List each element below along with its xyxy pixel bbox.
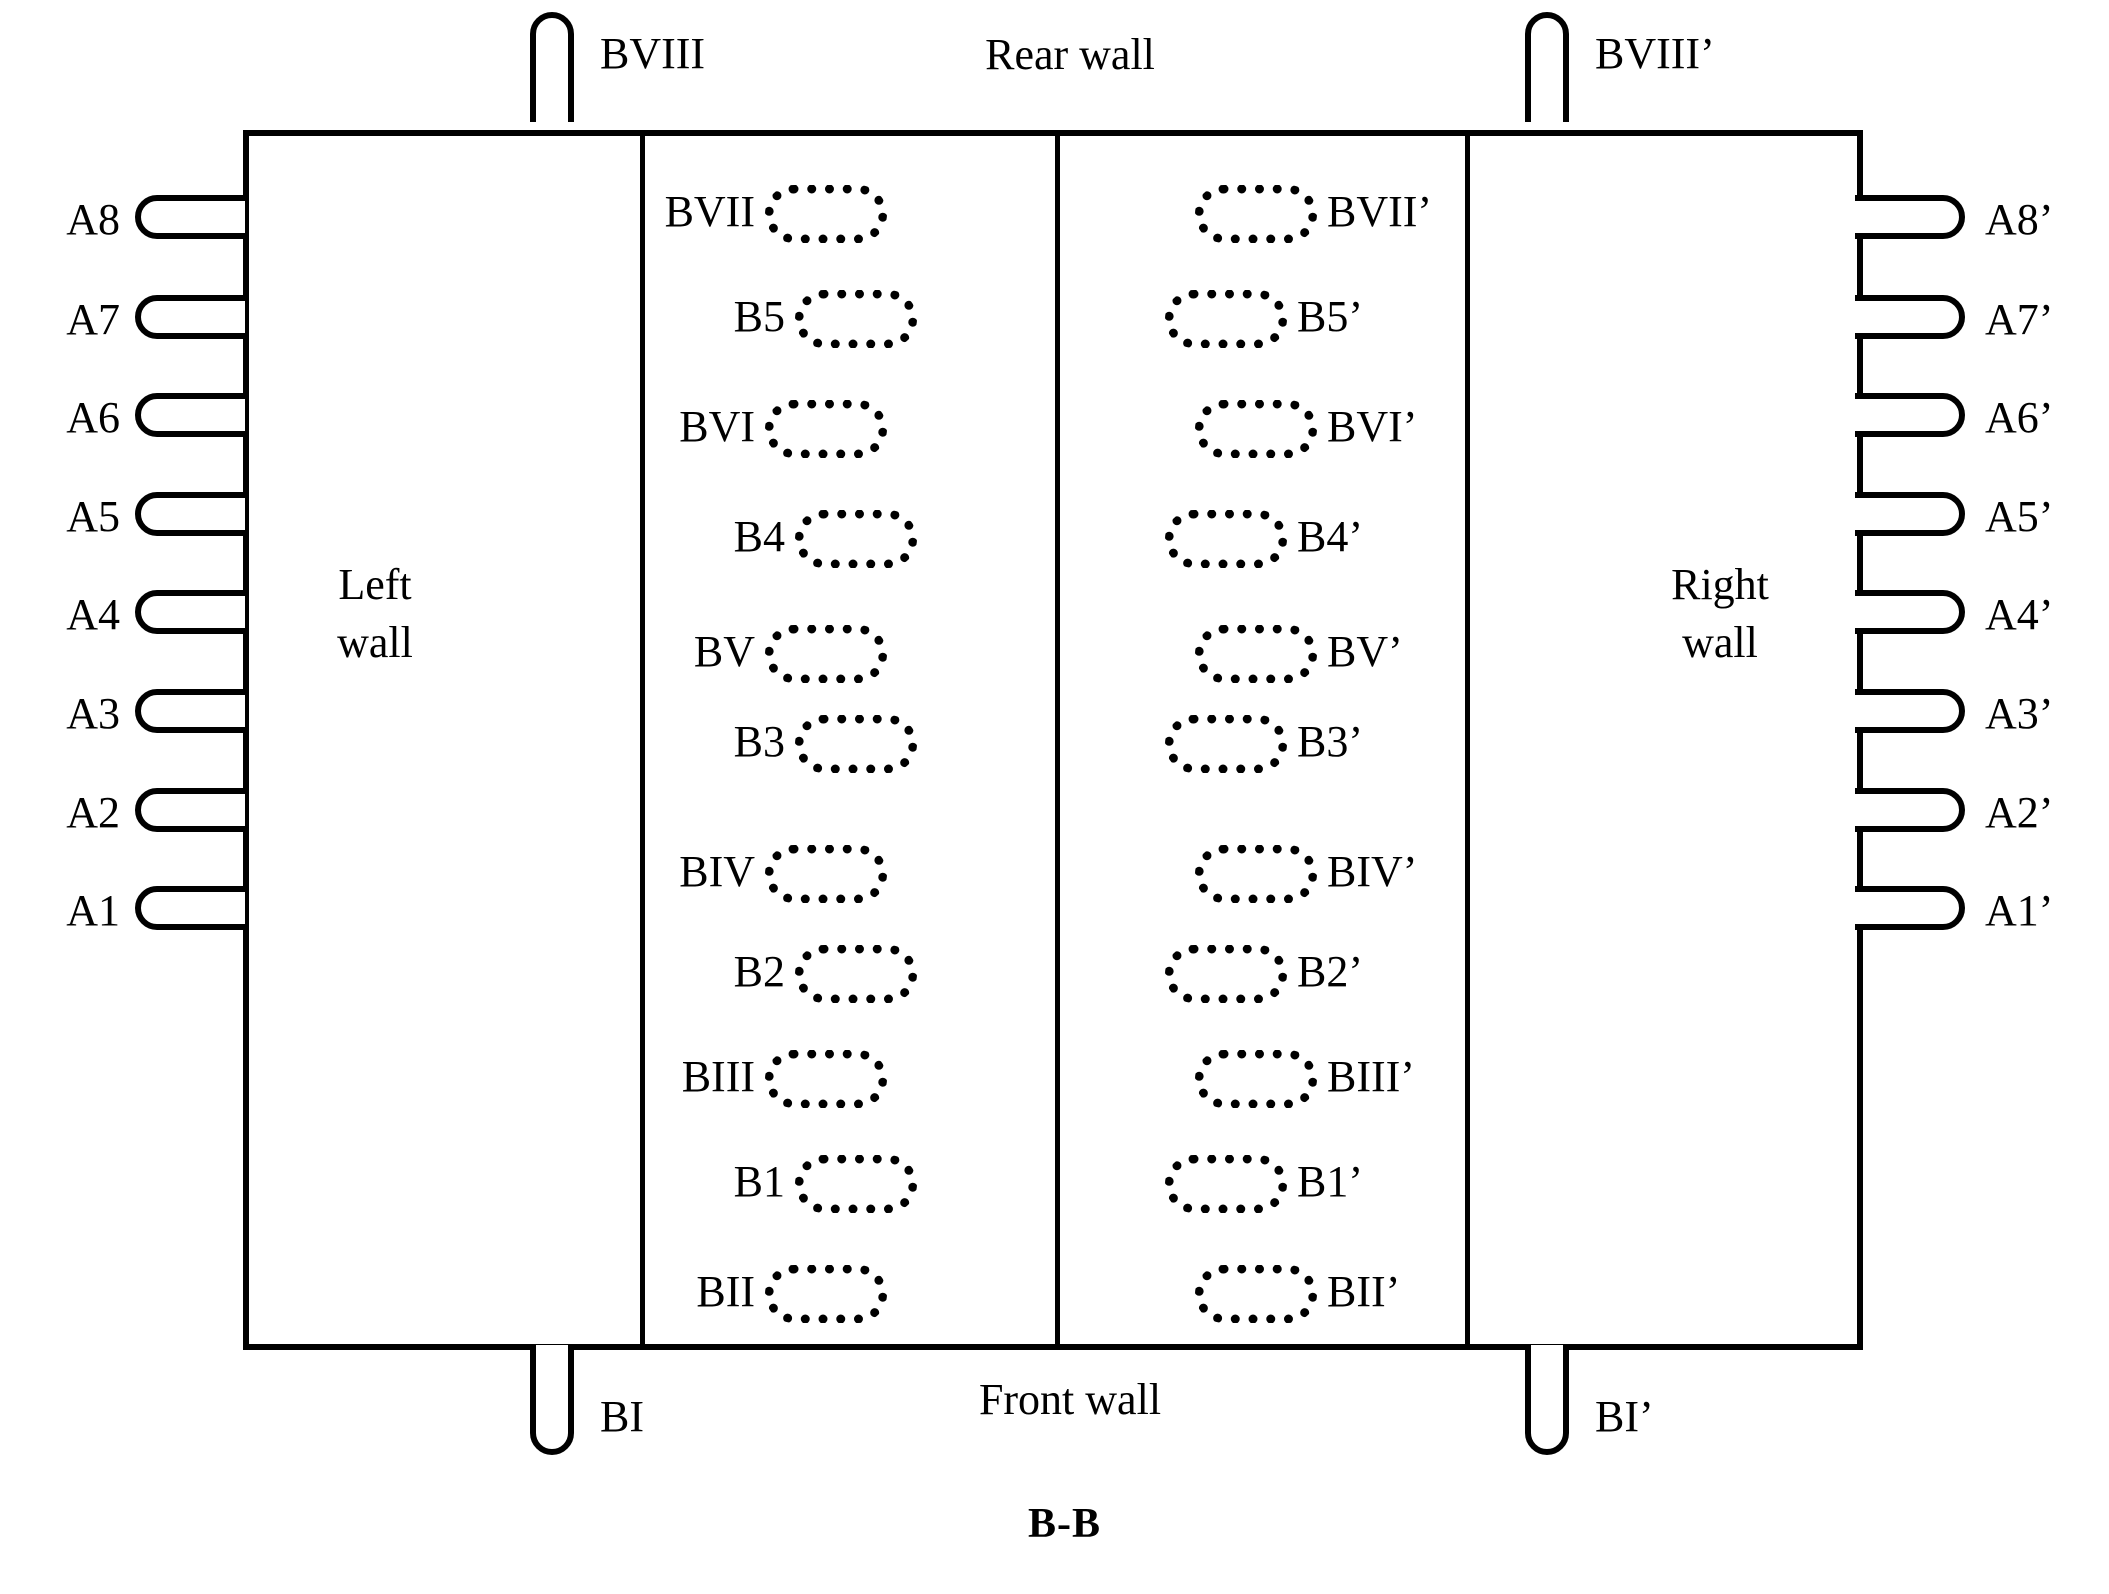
burner-bvi-label: BVI xyxy=(679,402,755,451)
burner-bviprime-oval xyxy=(1195,400,1317,458)
burner-bvii-oval xyxy=(765,185,887,243)
right-wall-nozzle-a8prime xyxy=(1855,195,1965,239)
left-wall-nozzle-a4 xyxy=(135,590,245,634)
burner-b1prime-label: B1’ xyxy=(1297,1157,1363,1206)
left-wall-nozzle-a8 xyxy=(135,195,245,239)
right-wall-nozzle-label-a1prime: A1’ xyxy=(1985,886,2054,935)
right-wall-nozzle-a3prime xyxy=(1855,689,1965,733)
burner-biii-oval xyxy=(765,1050,887,1108)
right-wall-label-line1: Right xyxy=(1671,560,1769,609)
burner-b4prime-label: B4’ xyxy=(1297,512,1363,561)
front-wall-nozzle-label-bi: BI xyxy=(600,1392,644,1441)
rear-wall-nozzle-bviii xyxy=(530,12,574,122)
front-wall-label: Front wall xyxy=(978,1375,1162,1424)
rear-wall-nozzle-bviiiprime xyxy=(1525,12,1569,122)
burner-b5-label: B5 xyxy=(733,292,785,341)
right-wall-nozzle-a5prime xyxy=(1855,492,1965,536)
burner-bvii-label: BVII xyxy=(664,187,755,236)
burner-b1-label: B1 xyxy=(733,1157,785,1206)
burner-biiprime-oval xyxy=(1195,1265,1317,1323)
figure-caption: B-B xyxy=(1028,1501,1102,1547)
burner-b2prime-oval xyxy=(1165,945,1287,1003)
front-wall-nozzle-bi xyxy=(530,1345,574,1455)
burner-b5-oval xyxy=(795,290,917,348)
burner-b2-oval xyxy=(795,945,917,1003)
rear-wall-nozzle-label-bviii: BVIII xyxy=(600,29,706,78)
right-wall-nozzle-a4prime xyxy=(1855,590,1965,634)
left-wall-nozzle-label-a4: A4 xyxy=(66,590,120,639)
burner-b1prime-oval xyxy=(1165,1155,1287,1213)
left-wall-nozzle-a1 xyxy=(135,886,245,930)
burner-b5prime-label: B5’ xyxy=(1297,292,1363,341)
right-wall-nozzle-a6prime xyxy=(1855,393,1965,437)
left-wall-nozzle-label-a1: A1 xyxy=(66,886,120,935)
right-wall-nozzle-label-a3prime: A3’ xyxy=(1985,689,2054,738)
burner-b4prime-oval xyxy=(1165,510,1287,568)
burner-bviiprime-oval xyxy=(1195,185,1317,243)
left-wall-nozzle-a3 xyxy=(135,689,245,733)
burner-biv-oval xyxy=(765,845,887,903)
right-wall-nozzle-label-a8prime: A8’ xyxy=(1985,195,2054,244)
rear-wall-label: Rear wall xyxy=(985,30,1155,79)
front-wall-nozzle-biprime xyxy=(1525,1345,1569,1455)
burner-bvprime-label: BV’ xyxy=(1327,627,1403,676)
right-wall-nozzle-a1prime xyxy=(1855,886,1965,930)
left-wall-label-line1: Left xyxy=(338,560,412,609)
front-wall-nozzle-label-biprime: BI’ xyxy=(1595,1392,1654,1441)
chamber-divider-right xyxy=(1465,130,1470,1350)
left-wall-nozzle-a5 xyxy=(135,492,245,536)
burner-bii-label: BII xyxy=(696,1267,755,1316)
left-wall-label-line2: wall xyxy=(337,618,413,667)
burner-bvi-oval xyxy=(765,400,887,458)
burner-bii-oval xyxy=(765,1265,887,1323)
left-wall-nozzle-label-a3: A3 xyxy=(66,689,120,738)
right-wall-nozzle-label-a6prime: A6’ xyxy=(1985,393,2054,442)
right-wall-nozzle-a2prime xyxy=(1855,788,1965,832)
burner-b4-oval xyxy=(795,510,917,568)
burner-b3-oval xyxy=(795,715,917,773)
left-wall-nozzle-label-a2: A2 xyxy=(66,788,120,837)
left-wall-nozzle-label-a8: A8 xyxy=(66,195,120,244)
right-wall-nozzle-label-a2prime: A2’ xyxy=(1985,788,2054,837)
rear-wall-nozzle-label-bviiiprime: BVIII’ xyxy=(1595,29,1715,78)
right-wall-nozzle-a7prime xyxy=(1855,295,1965,339)
right-wall-label-line2: wall xyxy=(1682,618,1758,667)
left-wall-nozzle-label-a7: A7 xyxy=(66,295,120,344)
burner-b5prime-oval xyxy=(1165,290,1287,348)
burner-bviiprime-label: BVII’ xyxy=(1327,187,1433,236)
burner-b3-label: B3 xyxy=(733,717,785,766)
left-wall-nozzle-label-a5: A5 xyxy=(66,492,120,541)
burner-biv-label: BIV xyxy=(679,847,755,896)
burner-bv-oval xyxy=(765,625,887,683)
burner-b3prime-label: B3’ xyxy=(1297,717,1363,766)
burner-biiiprime-oval xyxy=(1195,1050,1317,1108)
left-wall-nozzle-a6 xyxy=(135,393,245,437)
burner-b4-label: B4 xyxy=(733,512,785,561)
left-wall-nozzle-a2 xyxy=(135,788,245,832)
right-wall-nozzle-label-a5prime: A5’ xyxy=(1985,492,2054,541)
burner-bivprime-label: BIV’ xyxy=(1327,847,1418,896)
burner-biiiprime-label: BIII’ xyxy=(1327,1052,1415,1101)
right-wall-nozzle-label-a7prime: A7’ xyxy=(1985,295,2054,344)
burner-b2prime-label: B2’ xyxy=(1297,947,1363,996)
burner-b3prime-oval xyxy=(1165,715,1287,773)
burner-b2-label: B2 xyxy=(733,947,785,996)
burner-biiprime-label: BII’ xyxy=(1327,1267,1401,1316)
burner-bviprime-label: BVI’ xyxy=(1327,402,1418,451)
burner-bvprime-oval xyxy=(1195,625,1317,683)
furnace-chamber-outline xyxy=(243,130,1863,1350)
chamber-divider-middle xyxy=(1055,130,1060,1350)
burner-bv-label: BV xyxy=(693,627,755,676)
left-wall-nozzle-label-a6: A6 xyxy=(66,393,120,442)
left-wall-nozzle-a7 xyxy=(135,295,245,339)
burner-biii-label: BIII xyxy=(681,1052,755,1101)
burner-b1-oval xyxy=(795,1155,917,1213)
burner-bivprime-oval xyxy=(1195,845,1317,903)
right-wall-nozzle-label-a4prime: A4’ xyxy=(1985,590,2054,639)
